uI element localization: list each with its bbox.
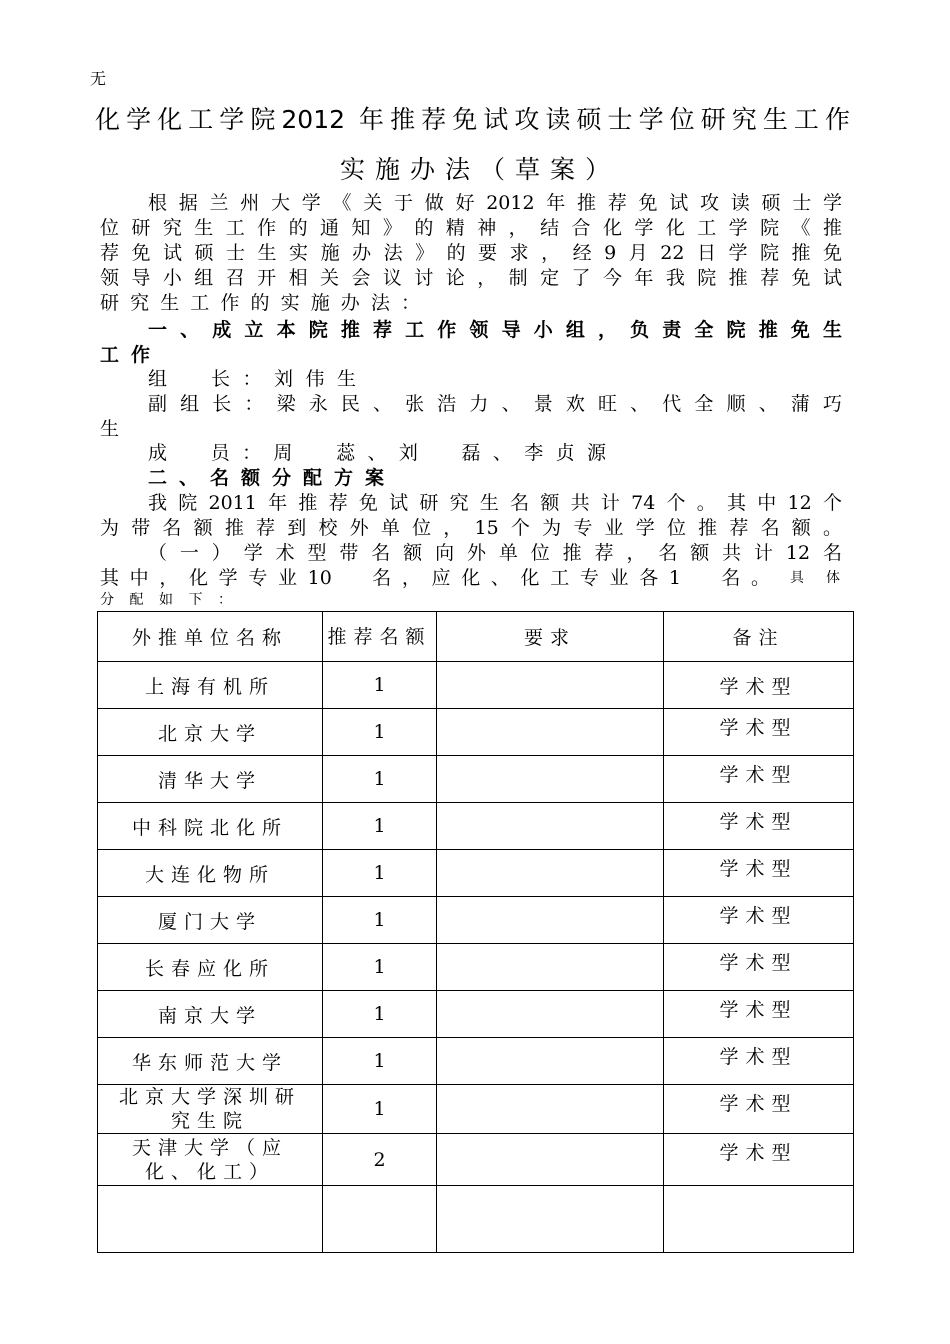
requirement-cell [437, 662, 664, 709]
requirement-cell [437, 756, 664, 803]
sub1-line-2-tail: 具体 [790, 570, 840, 586]
quota-cell [323, 1186, 437, 1253]
table-row [98, 897, 854, 944]
table-row [98, 944, 854, 991]
note-cell: 学术型 [664, 756, 854, 803]
unit-cell: 中科院北化所 [98, 803, 323, 850]
header-quota: 推荐名额 [323, 612, 437, 662]
quota-cell: 1 [323, 944, 437, 991]
intro-line-1: 根据兰州大学《关于做好2012年推荐免试攻读硕士学 [148, 192, 842, 214]
intro-line-2: 位研究生工作的通知》的精神，结合化学化工学院《推 [100, 217, 842, 239]
requirement-cell [437, 1134, 664, 1186]
header-note: 备注 [664, 612, 854, 662]
header-unit: 外推单位名称 [98, 612, 323, 662]
header-requirement: 要求 [437, 612, 664, 662]
requirement-cell [437, 709, 664, 756]
table-row [98, 662, 854, 709]
section1-heading: 一、成立本院推荐工作领导小组，负责全院推免生 [148, 319, 842, 341]
unit-cell: 南京大学 [98, 991, 323, 1038]
unit-cell: 华东师范大学 [98, 1038, 323, 1085]
quota-cell: 1 [323, 897, 437, 944]
unit-cell: 厦门大学 [98, 897, 323, 944]
note-cell: 学术型 [664, 1134, 854, 1186]
note-cell: 学术型 [664, 1085, 854, 1134]
table-row [98, 803, 854, 850]
document-title-line1: 化学化工学院2012 年推荐免试攻读硕士学位研究生工作 [95, 105, 850, 134]
section1-heading-cont: 工作 [100, 344, 150, 366]
sub1-line-1: （一）学术型带名额向外单位推荐，名额共计12名 [148, 542, 842, 564]
intro-line-4: 领导小组召开相关会议讨论，制定了今年我院推荐免试 [100, 267, 842, 289]
section2-heading: 二、名额分配方案 [148, 467, 384, 489]
quota-cell: 1 [323, 803, 437, 850]
unit-cell: 上海有机所 [98, 662, 323, 709]
table-row [98, 709, 854, 756]
table-row [98, 991, 854, 1038]
deputy-line-cont: 生 [100, 418, 120, 440]
note-cell: 学术型 [664, 709, 854, 756]
header-note: 无 [90, 69, 107, 88]
unit-cell: 北京大学深圳研究生院 [98, 1085, 323, 1134]
quota-cell: 1 [323, 850, 437, 897]
note-cell: 学术型 [664, 803, 854, 850]
table-header-row [98, 612, 854, 662]
note-cell: 学术型 [664, 944, 854, 991]
quota-cell: 2 [323, 1134, 437, 1186]
note-cell: 学术型 [664, 1038, 854, 1085]
requirement-cell [437, 1085, 664, 1134]
deputy-line: 副组长：梁永民、张浩力、景欢旺、代全顺、蒲巧 [148, 393, 842, 415]
intro-line-5: 研究生工作的实施办法： [100, 292, 420, 314]
note-cell: 学术型 [664, 991, 854, 1038]
table-row [98, 1085, 854, 1134]
sub1-line-2: 其中，化学专业10 名，应化、化工专业各1 名。 [100, 567, 770, 589]
document-title-line2: 实施办法（草案） [340, 155, 610, 184]
unit-cell: 长春应化所 [98, 944, 323, 991]
leader-line: 组 长：刘伟生 [148, 368, 356, 390]
quota-cell: 1 [323, 1085, 437, 1134]
requirement-cell [437, 850, 664, 897]
note-cell: 学术型 [664, 662, 854, 709]
table-row [98, 1186, 854, 1253]
table-row [98, 1134, 854, 1186]
quota-cell: 1 [323, 709, 437, 756]
quota-cell: 1 [323, 662, 437, 709]
members-line: 成 员：周 蕊、刘 磊、李贞源 [148, 442, 606, 464]
quota-cell: 1 [323, 756, 437, 803]
table-row [98, 850, 854, 897]
table-row [98, 1038, 854, 1085]
unit-cell: 清华大学 [98, 756, 323, 803]
requirement-cell [437, 991, 664, 1038]
note-cell: 学术型 [664, 850, 854, 897]
requirement-cell [437, 1038, 664, 1085]
requirement-cell [437, 944, 664, 991]
quota-line-2: 为带名额推荐到校外单位，15个为专业学位推荐名额。 [100, 517, 842, 539]
allocation-table [97, 611, 854, 1253]
unit-cell [98, 1186, 323, 1253]
sub1-line-3: 分配如下： [100, 592, 232, 608]
requirement-cell [437, 1186, 664, 1253]
unit-cell: 大连化物所 [98, 850, 323, 897]
intro-line-3: 荐免试硕士生实施办法》的要求，经9月22日学院推免 [100, 242, 842, 264]
requirement-cell [437, 897, 664, 944]
quota-cell: 1 [323, 1038, 437, 1085]
note-cell: 学术型 [664, 897, 854, 944]
quota-cell: 1 [323, 991, 437, 1038]
table-row [98, 756, 854, 803]
unit-cell: 北京大学 [98, 709, 323, 756]
unit-cell: 天津大学（应化、化工） [98, 1134, 323, 1186]
requirement-cell [437, 803, 664, 850]
note-cell [664, 1186, 854, 1253]
quota-line-1: 我院2011年推荐免试研究生名额共计74个。其中12个 [148, 492, 842, 514]
